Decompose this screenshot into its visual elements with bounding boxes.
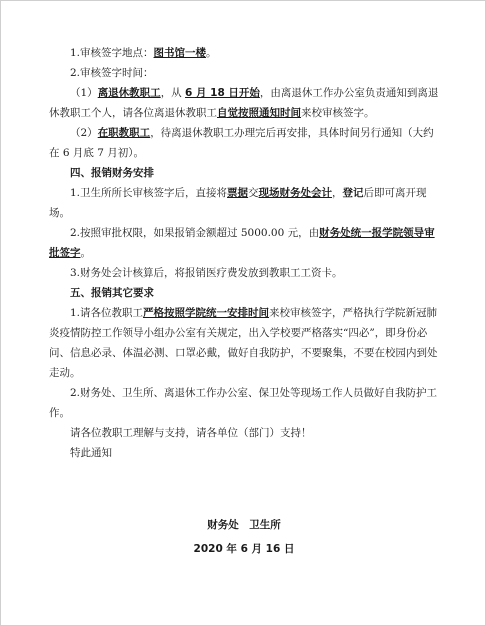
paragraph-requirements-1 — [49, 303, 439, 383]
emphasis-start-date: 6 月 18 日开始 — [185, 87, 260, 99]
paragraph-location — [49, 43, 439, 63]
text: ，待离退休教职工办理完后再安排，具体时间另行通知（大约在 6 月底 7 月初）。 — [49, 127, 434, 159]
text: 。 — [206, 47, 217, 59]
emphasis-retired-staff: 离退休教职工 — [97, 87, 161, 99]
emphasis-approval: 财务处统一报学院领导审批签字 — [49, 227, 435, 259]
paragraph-finance-2 — [49, 223, 439, 263]
text: （1） — [70, 87, 98, 99]
text: （2） — [70, 127, 98, 139]
paragraph-requirements-2: 2.财务处、卫生所、离退休工作办公室、保卫处等现场工作人员做好自我防护工作。 — [49, 387, 438, 419]
paragraph-in-service — [49, 123, 439, 163]
paragraph-time: 2.审核签字时间： — [70, 67, 154, 79]
text: 来校审核签字。 — [301, 107, 375, 119]
section-heading-4: 四、报销财务安排 — [70, 167, 154, 179]
text: ，从 — [160, 87, 186, 99]
text: 交 — [248, 187, 259, 199]
text: ， — [332, 187, 343, 199]
text: 2.按照审批权限，如果报销金额超过 5000.00 元，由 — [70, 227, 320, 239]
document-body — [49, 43, 439, 463]
emphasis-receipts: 票据 — [227, 187, 249, 199]
emphasis-accountant: 现场财务处会计 — [258, 187, 333, 199]
emphasis-notice-time: 自觉按照通知时间 — [217, 107, 301, 119]
emphasis-location: 图书馆一楼 — [153, 47, 207, 59]
text: 。 — [80, 247, 91, 259]
signature-departments: 财务处 卫生所 — [207, 519, 281, 531]
text: 1.请各位教职工 — [70, 307, 144, 319]
emphasis-register: 登记 — [342, 187, 364, 199]
text: 1.卫生所所长审核签字后，直接将 — [70, 187, 228, 199]
emphasis-schedule: 严格按照学院统一安排时间 — [143, 307, 270, 319]
paragraph-finance-1 — [49, 183, 439, 223]
text: ，由离退休工作办公室负责通知到离退休教职工个人，请各位离退休教职工 — [49, 87, 439, 119]
text: 来校审核签字，严格执行学院新冠肺炎疫情防控工作领导小组办公室有关规定，出入学校要严格落实“四必”，即身份必问、信息必录、体温必测、口罩必戴，做好自我防护，不要聚集，不要在校园内到处走动。 — [49, 307, 438, 379]
text: 1.审核签字地点： — [70, 47, 154, 59]
paragraph-finance-3: 3.财务处会计核算后，将报销医疗费发放到教职工工资卡。 — [70, 267, 343, 279]
section-heading-5: 五、报销其它要求 — [70, 287, 154, 299]
text: 后即可离开现场。 — [49, 187, 427, 219]
paragraph-notice: 特此通知 — [70, 447, 112, 459]
paragraph-retired — [49, 83, 439, 123]
paragraph-closing: 请各位教职工理解与支持，请各单位（部门）支持！ — [70, 427, 312, 439]
signature-date: 2020 年 6 月 16 日 — [193, 543, 295, 555]
emphasis-in-service-staff: 在职教职工 — [97, 127, 151, 139]
